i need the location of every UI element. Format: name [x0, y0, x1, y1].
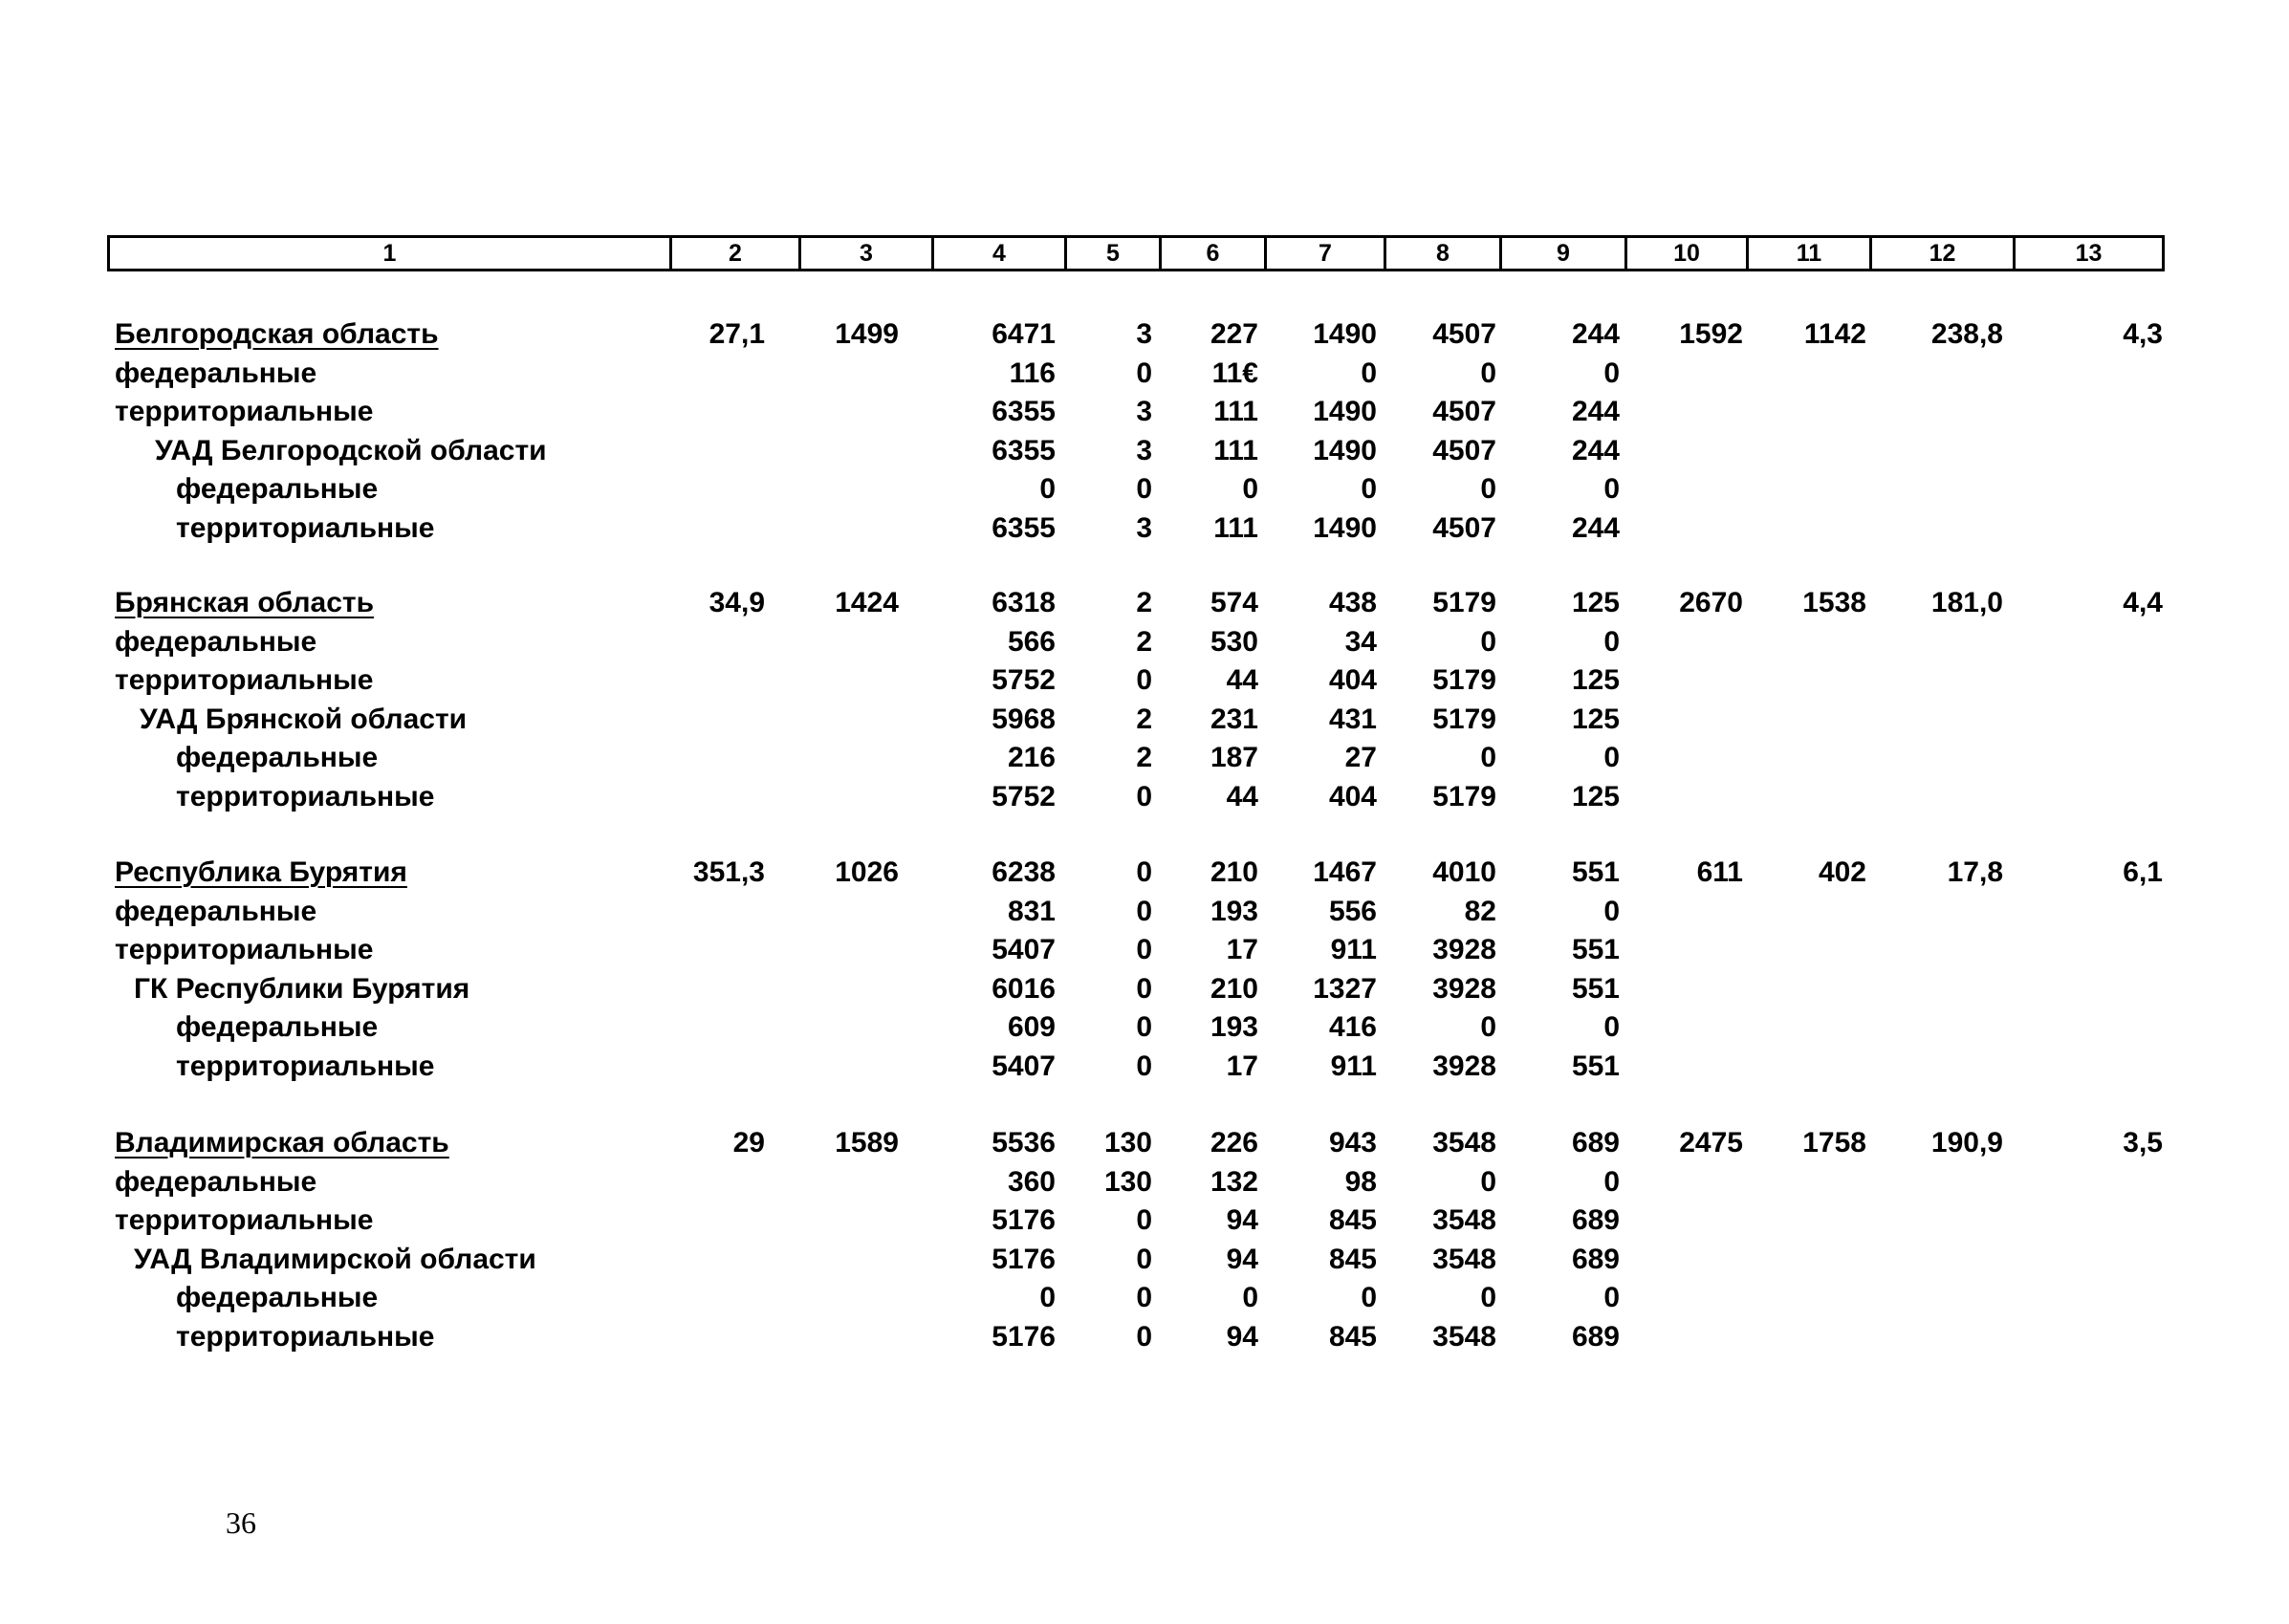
table-cell: 125 [1571, 587, 1620, 618]
row-label: федеральные [176, 742, 379, 773]
table-cell: 845 [1328, 1320, 1377, 1353]
column-header-2: 2 [672, 238, 801, 269]
row-label: территориальные [176, 1050, 435, 1082]
table-cell: 210 [1210, 856, 1258, 888]
table-row [0, 1048, 2289, 1086]
table-cell: 125 [1571, 780, 1620, 812]
table-cell: 3548 [1432, 1127, 1496, 1158]
table-cell: 5752 [992, 664, 1056, 696]
table-row [0, 893, 2289, 931]
table-cell: 5179 [1432, 780, 1496, 812]
table-cell: 0 [1480, 1165, 1496, 1198]
row-label: федеральные [176, 473, 379, 505]
table-cell: 2670 [1679, 587, 1743, 618]
table-cell: 556 [1328, 895, 1377, 927]
row-label: федеральные [115, 357, 317, 389]
table-cell: 0 [1603, 895, 1620, 927]
row-label: федеральные [176, 1011, 379, 1043]
table-cell: 3548 [1432, 1204, 1496, 1236]
table-cell: 5752 [992, 780, 1056, 812]
row-label: территориальные [115, 1204, 374, 1236]
table-cell: 551 [1571, 1050, 1620, 1082]
table-row [0, 701, 2289, 739]
table-cell: 0 [1603, 473, 1620, 505]
table-cell: 6355 [992, 434, 1056, 466]
table-row [0, 1318, 2289, 1356]
table-cell: 1499 [835, 318, 899, 350]
table-cell: 404 [1328, 664, 1377, 696]
table-cell: 431 [1328, 703, 1377, 735]
table-cell: 911 [1330, 934, 1377, 965]
table-row [0, 355, 2289, 393]
table-cell: 1490 [1313, 396, 1377, 427]
table-cell: 689 [1571, 1204, 1620, 1236]
table-cell: 0 [1136, 780, 1152, 812]
table-cell: 0 [1136, 1320, 1152, 1353]
table-cell: 1026 [835, 856, 899, 888]
table-cell: 0 [1480, 742, 1496, 773]
table-cell: 0 [1603, 1165, 1620, 1198]
table-cell: 193 [1210, 895, 1258, 927]
table-cell: 551 [1571, 934, 1620, 965]
table-cell: 4,4 [2123, 587, 2163, 618]
table-cell: 0 [1136, 357, 1152, 389]
table-cell: 125 [1571, 664, 1620, 696]
table-cell: 6238 [992, 856, 1056, 888]
table-cell: 0 [1136, 895, 1152, 927]
table-cell: 244 [1571, 318, 1620, 350]
table-cell: 4507 [1432, 511, 1496, 544]
table-cell: 1589 [835, 1127, 899, 1158]
region-summary-row [0, 584, 2289, 622]
table-cell: 1424 [835, 587, 899, 618]
column-header-6: 6 [1162, 238, 1267, 269]
table-cell: 0 [1136, 1050, 1152, 1082]
table-row [0, 509, 2289, 548]
column-header-1: 1 [110, 238, 672, 269]
column-header-8: 8 [1386, 238, 1502, 269]
table-cell: 244 [1571, 396, 1620, 427]
table-cell: 0 [1603, 1282, 1620, 1313]
table-cell: 609 [1007, 1011, 1056, 1043]
table-cell: 94 [1226, 1204, 1258, 1236]
table-cell: 530 [1210, 625, 1258, 658]
table-cell: 689 [1571, 1243, 1620, 1275]
table-cell: 3 [1136, 396, 1152, 427]
table-cell: 6016 [992, 972, 1056, 1005]
table-cell: 551 [1571, 856, 1620, 888]
table-cell: 130 [1103, 1127, 1152, 1158]
table-cell: 3 [1136, 318, 1152, 350]
table-cell: 5176 [992, 1243, 1056, 1275]
table-cell: 3928 [1432, 1050, 1496, 1082]
table-row [0, 1202, 2289, 1240]
table-cell: 5179 [1432, 703, 1496, 735]
row-label: территориальные [176, 1320, 435, 1353]
table-cell: 5176 [992, 1204, 1056, 1236]
table-cell: 0 [1480, 625, 1496, 658]
table-cell: 1467 [1313, 856, 1377, 888]
table-cell: 0 [1136, 473, 1152, 505]
table-cell: 216 [1007, 742, 1056, 773]
row-label: УАД Брянской области [140, 703, 468, 735]
table-cell: 187 [1210, 742, 1258, 773]
region-name: Владимирская область [115, 1127, 449, 1158]
region-summary-row [0, 1124, 2289, 1162]
table-cell: 111 [1213, 434, 1258, 466]
table-cell: 943 [1328, 1127, 1377, 1158]
table-cell: 238,8 [1930, 318, 2003, 350]
row-label: федеральные [115, 1165, 317, 1198]
table-row [0, 1241, 2289, 1279]
table-cell: 0 [1603, 625, 1620, 658]
row-label: УАД Владимирской области [134, 1243, 536, 1275]
table-cell: 226 [1210, 1127, 1258, 1158]
table-cell: 0 [1039, 473, 1056, 505]
table-cell: 116 [1009, 357, 1056, 389]
row-label: территориальные [115, 396, 374, 427]
table-cell: 190,9 [1930, 1127, 2003, 1158]
region-summary-row [0, 854, 2289, 892]
table-cell: 0 [1603, 742, 1620, 773]
table-cell: 0 [1361, 357, 1377, 389]
table-row [0, 470, 2289, 509]
table-cell: 911 [1330, 1050, 1377, 1082]
table-cell: 132 [1210, 1165, 1258, 1198]
table-cell: 3 [1136, 434, 1152, 466]
table-cell: 4507 [1432, 318, 1496, 350]
table-row [0, 970, 2289, 1008]
table-cell: 402 [1818, 856, 1866, 888]
table-cell: 210 [1210, 972, 1258, 1005]
table-cell: 227 [1210, 318, 1258, 350]
table-cell: 4,3 [2123, 318, 2163, 350]
table-row [0, 623, 2289, 661]
table-cell: 416 [1328, 1011, 1377, 1043]
table-cell: 0 [1039, 1282, 1056, 1313]
page-number: 36 [226, 1505, 256, 1540]
table-cell: 2 [1136, 587, 1152, 618]
row-label: территориальные [115, 664, 374, 696]
table-cell: 0 [1480, 1011, 1496, 1043]
table-cell: 0 [1136, 1204, 1152, 1236]
table-row [0, 432, 2289, 470]
table-cell: 0 [1480, 357, 1496, 389]
row-label: федеральные [176, 1282, 379, 1313]
table-cell: 3928 [1432, 972, 1496, 1005]
table-cell: 6355 [992, 396, 1056, 427]
table-cell: 17,8 [1947, 856, 2003, 888]
table-cell: 566 [1007, 625, 1056, 658]
table-cell: 27,1 [708, 318, 765, 350]
table-cell: 0 [1136, 1282, 1152, 1313]
table-cell: 27 [1344, 742, 1377, 773]
table-cell: 4010 [1432, 856, 1496, 888]
table-cell: 0 [1242, 473, 1258, 505]
table-cell: 0 [1136, 972, 1152, 1005]
column-number-header [107, 235, 2165, 271]
table-cell: 4507 [1432, 396, 1496, 427]
row-label: территориальные [176, 780, 435, 812]
table-cell: 0 [1603, 1011, 1620, 1043]
table-cell: 3928 [1432, 934, 1496, 965]
region-name: Брянская область [115, 587, 375, 618]
table-cell: 2 [1136, 703, 1152, 735]
table-cell: 98 [1344, 1165, 1377, 1198]
table-cell: 6471 [992, 318, 1056, 350]
table-cell: 5176 [992, 1320, 1056, 1353]
table-cell: 1490 [1313, 434, 1377, 466]
column-header-11: 11 [1749, 238, 1872, 269]
table-cell: 0 [1136, 1243, 1152, 1275]
table-cell: 6355 [992, 511, 1056, 544]
table-cell: 193 [1210, 1011, 1258, 1043]
table-row [0, 1008, 2289, 1047]
column-header-5: 5 [1067, 238, 1162, 269]
table-cell: 130 [1103, 1165, 1152, 1198]
column-header-10: 10 [1627, 238, 1749, 269]
row-label: ГК Республики Бурятия [134, 972, 470, 1005]
table-cell: 5407 [992, 934, 1056, 965]
table-cell: 0 [1136, 856, 1152, 888]
table-cell: 82 [1464, 895, 1496, 927]
column-header-12: 12 [1872, 238, 2016, 269]
table-row [0, 1279, 2289, 1317]
column-header-4: 4 [934, 238, 1067, 269]
column-header-13: 13 [2075, 239, 2103, 267]
table-cell: 5407 [992, 1050, 1056, 1082]
table-cell: 1758 [1802, 1127, 1866, 1158]
table-cell: 34,9 [708, 587, 765, 618]
row-label: территориальные [115, 934, 374, 965]
column-header-9: 9 [1502, 238, 1627, 269]
table-cell: 0 [1136, 1011, 1152, 1043]
table-cell: 94 [1226, 1243, 1258, 1275]
table-cell: 1142 [1803, 318, 1866, 350]
table-cell: 3 [1136, 511, 1152, 544]
table-cell: 44 [1226, 780, 1258, 812]
table-cell: 0 [1603, 357, 1620, 389]
table-cell: 111 [1213, 396, 1258, 427]
table-cell: 845 [1328, 1243, 1377, 1275]
table-row [0, 1163, 2289, 1202]
table-cell: 689 [1571, 1320, 1620, 1353]
table-cell: 1592 [1679, 318, 1743, 350]
region-name: Республика Бурятия [115, 856, 407, 888]
region-name: Белгородская область [115, 318, 439, 350]
table-cell: 11€ [1211, 357, 1258, 389]
table-cell: 1538 [1802, 587, 1866, 618]
table-cell: 4507 [1432, 434, 1496, 466]
table-cell: 689 [1571, 1127, 1620, 1158]
table-cell: 231 [1210, 703, 1258, 735]
table-cell: 125 [1571, 703, 1620, 735]
table-row [0, 393, 2289, 431]
table-row [0, 931, 2289, 969]
table-cell: 0 [1480, 1282, 1496, 1313]
table-row [0, 739, 2289, 777]
table-cell: 17 [1226, 1050, 1258, 1082]
table-cell: 34 [1344, 625, 1377, 658]
table-cell: 244 [1571, 511, 1620, 544]
row-label: территориальные [176, 511, 435, 544]
table-cell: 94 [1226, 1320, 1258, 1353]
table-cell: 1327 [1313, 972, 1377, 1005]
table-cell: 2 [1136, 625, 1152, 658]
table-cell: 2 [1136, 742, 1152, 773]
table-cell: 5968 [992, 703, 1056, 735]
table-cell: 438 [1328, 587, 1377, 618]
table-cell: 0 [1136, 664, 1152, 696]
table-cell: 551 [1571, 972, 1620, 1005]
region-summary-row [0, 315, 2289, 354]
table-cell: 244 [1571, 434, 1620, 466]
table-cell: 574 [1210, 587, 1258, 618]
table-cell: 0 [1361, 473, 1377, 505]
table-cell: 360 [1007, 1165, 1056, 1198]
table-cell: 0 [1361, 1282, 1377, 1313]
table-cell: 831 [1007, 895, 1056, 927]
table-cell: 6318 [992, 587, 1056, 618]
row-label: федеральные [115, 895, 317, 927]
table-cell: 6,1 [2123, 856, 2163, 888]
table-row [0, 661, 2289, 700]
row-label: УАД Белгородской области [155, 434, 547, 466]
column-header-7: 7 [1267, 238, 1386, 269]
table-cell: 181,0 [1930, 587, 2003, 618]
table-cell: 351,3 [692, 856, 765, 888]
table-cell: 5179 [1432, 664, 1496, 696]
table-cell: 845 [1328, 1204, 1377, 1236]
column-header-3: 3 [801, 238, 934, 269]
table-row [0, 778, 2289, 816]
row-label: федеральные [115, 625, 317, 658]
table-cell: 0 [1480, 473, 1496, 505]
table-cell: 3,5 [2123, 1127, 2163, 1158]
table-cell: 111 [1213, 511, 1258, 544]
table-cell: 5536 [992, 1127, 1056, 1158]
table-cell: 2475 [1679, 1127, 1743, 1158]
table-cell: 3548 [1432, 1320, 1496, 1353]
table-cell: 5179 [1432, 587, 1496, 618]
table-cell: 3548 [1432, 1243, 1496, 1275]
table-cell: 0 [1242, 1282, 1258, 1313]
table-cell: 44 [1226, 664, 1258, 696]
table-cell: 1490 [1313, 511, 1377, 544]
table-cell: 1490 [1313, 318, 1377, 350]
table-cell: 611 [1696, 856, 1743, 888]
table-cell: 404 [1328, 780, 1377, 812]
table-cell: 29 [732, 1127, 765, 1158]
table-cell: 17 [1226, 934, 1258, 965]
table-cell: 0 [1136, 934, 1152, 965]
